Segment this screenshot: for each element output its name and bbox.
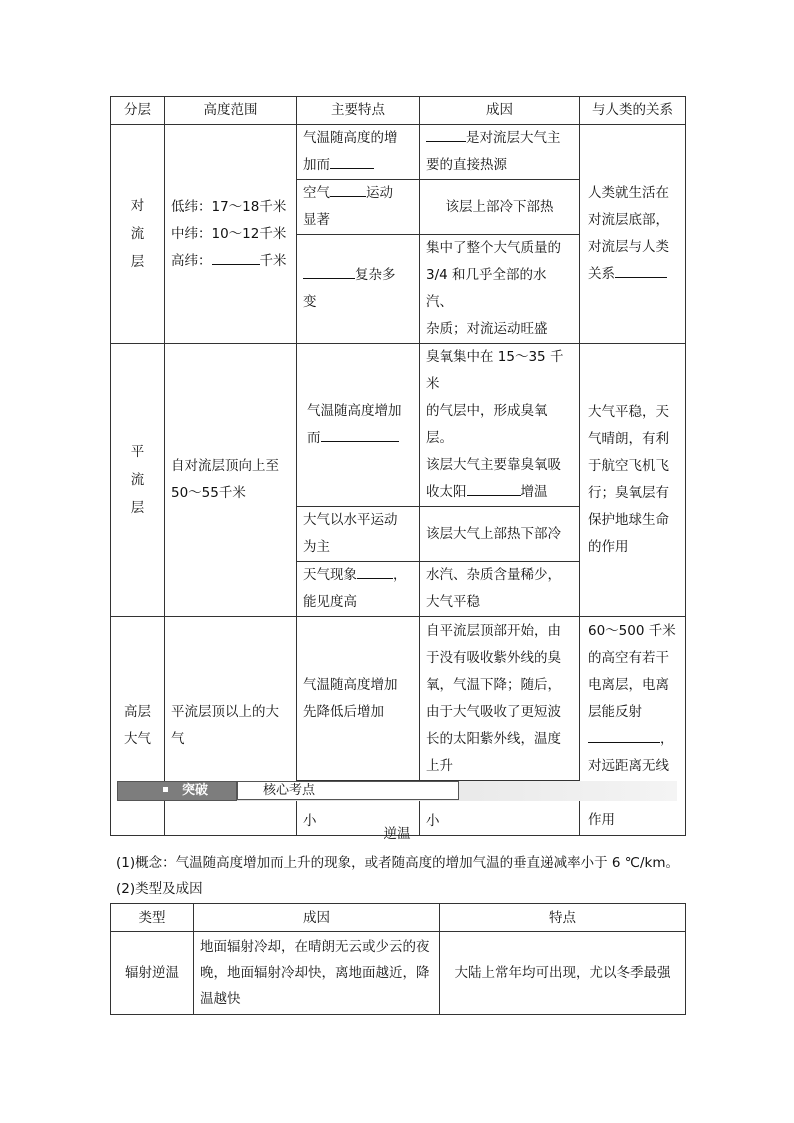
text-line: 大气平稳 <box>426 594 480 610</box>
text-line <box>303 562 413 589</box>
text-line: 层能反射 <box>588 704 642 720</box>
text-line <box>307 425 413 452</box>
text-span: 运动 <box>366 185 393 201</box>
cause-cell <box>420 617 580 781</box>
relation-cell <box>580 617 686 836</box>
text-line: 对远距离无线 <box>588 758 669 774</box>
text-line: 气 <box>171 731 185 747</box>
type-cell: 辐射逆温 <box>111 932 194 1015</box>
text-span: ， <box>393 567 407 583</box>
section-bar-dark-label: 突破 <box>182 783 209 798</box>
section-title: 逆温 <box>383 826 411 842</box>
text-line: 于航空飞机飞 <box>588 458 669 474</box>
text-line: 的高空有若干 <box>588 650 669 666</box>
text-line: 60～500 千米 <box>588 623 676 639</box>
text-span: 加而 <box>303 157 330 173</box>
fill-blank <box>303 265 355 280</box>
fill-blank <box>588 729 660 744</box>
feature-cell <box>297 617 420 781</box>
text-line: 大气以水平运动 <box>303 512 398 528</box>
header-cell: 成因 <box>194 904 440 932</box>
section-bar-light-label: 核心考点 <box>263 783 316 798</box>
fill-blank <box>426 128 466 143</box>
feature-cell <box>297 235 420 344</box>
feature-cell: 大陆上常年均可出现，尤以冬季最强 <box>440 932 686 1015</box>
text-line: 人类就生活在 <box>588 185 669 201</box>
text-line: 对流层与人类 <box>588 239 669 255</box>
cause-cell <box>194 932 440 1015</box>
text-line: 温越快 <box>200 991 241 1007</box>
text-line: 低纬：17～18千米 <box>171 198 287 215</box>
text-line: 对流层底部， <box>588 212 669 228</box>
text-span: 千米 <box>259 252 287 269</box>
header-cell: 特点 <box>440 904 686 932</box>
layer-name-upper <box>111 617 165 836</box>
fill-blank <box>321 428 399 443</box>
feature-cell <box>297 507 420 562</box>
text-span: 复杂多 <box>355 267 396 283</box>
text-line: 先降低后增加 <box>303 703 384 720</box>
text-line: 的作用 <box>588 539 629 555</box>
text-line: 气温随高度的增 <box>303 130 398 146</box>
fill-blank <box>330 155 374 170</box>
text-line: 作用 <box>588 812 615 828</box>
text-span: ， <box>660 731 674 747</box>
text-line <box>303 152 413 179</box>
text-line <box>426 125 573 152</box>
layer-name-troposphere <box>111 125 165 344</box>
inversion-types-table <box>110 903 686 1015</box>
text-line: 气温随高度增加 <box>303 676 398 693</box>
header-cell: 高度范围 <box>165 97 297 125</box>
feature-cell <box>297 125 420 180</box>
text-line: 大气平稳，天 <box>588 404 669 420</box>
section-bar <box>117 781 677 801</box>
text-line: 中纬：10～12千米 <box>171 225 287 242</box>
text-line: 电离层，电离 <box>588 677 669 693</box>
header-cell: 主要特点 <box>297 97 420 125</box>
relation-cell <box>580 125 686 344</box>
header-cell: 与人类的关系 <box>580 97 686 125</box>
section-bar-light <box>237 781 459 800</box>
text-line: 的气层中，形成臭氧层。 <box>426 403 548 446</box>
text-line <box>303 180 413 207</box>
section-bar-dark <box>117 781 237 801</box>
cause-cell: 该层上部冷下部热 <box>420 180 580 235</box>
fill-blank <box>467 482 521 497</box>
text-span: 是对流层大气主 <box>466 130 561 146</box>
text-line: 小 <box>426 813 440 829</box>
cause-cell: 该层大气上部热下部冷 <box>420 507 580 562</box>
text-line: 气温随高度增加 <box>307 403 402 419</box>
text-line: 显著 <box>303 212 330 228</box>
table-row <box>111 125 686 180</box>
text-span: 增温 <box>520 484 548 500</box>
text-span: 天气现象 <box>303 567 357 583</box>
layer-char: 平流层 <box>130 444 145 516</box>
text-span: 收太阳 <box>426 484 467 500</box>
feature-cell <box>297 344 420 507</box>
text-line: 于没有吸收紫外线的臭 <box>426 649 561 666</box>
text-line: 为主 <box>303 539 330 555</box>
text-line <box>303 262 413 289</box>
fill-blank <box>357 565 393 580</box>
text-line: 杂质；对流运动旺盛 <box>426 321 548 337</box>
height-range-upper <box>165 617 297 836</box>
text-line: 晚，地面辐射冷却快，离地面越近，降 <box>200 965 430 981</box>
relation-cell <box>580 344 686 617</box>
header-cell: 成因 <box>420 97 580 125</box>
text-line: 50～55千米 <box>171 485 246 501</box>
cause-cell <box>420 344 580 507</box>
text-line <box>426 479 573 506</box>
text-line: 要的直接热源 <box>426 157 507 173</box>
text-line: 地面辐射冷却，在晴朗无云或少云的夜 <box>200 939 430 955</box>
text-line <box>588 261 677 288</box>
paragraph-concept: (1)概念：气温随高度增加而上升的现象，或者随高度的增加气温的垂直递减率小于 6 ℃/km。 <box>116 855 679 871</box>
text-line: 臭氧集中在 15～35 千米 <box>426 349 564 392</box>
feature-cell <box>297 180 420 235</box>
text-line: 保护地球生命 <box>588 512 669 528</box>
text-line: 气晴朗，有利 <box>588 431 669 447</box>
table-row <box>111 932 686 1015</box>
text-span: 高纬： <box>171 252 212 269</box>
text-line: 水汽、杂质含量稀少， <box>426 567 561 583</box>
cause-cell <box>420 125 580 180</box>
text-line: 由于大气吸收了更短波 <box>426 703 561 720</box>
text-line <box>588 726 677 753</box>
table-header-row <box>111 97 686 125</box>
height-range-troposphere <box>165 125 297 344</box>
layer-char: 对流层 <box>130 198 145 270</box>
table-row <box>111 617 686 781</box>
header-cell: 分层 <box>111 97 165 125</box>
text-line <box>171 248 290 275</box>
text-line: 该层大气主要靠臭氧吸 <box>426 457 561 473</box>
fill-blank <box>212 250 260 265</box>
text-line: 长的太阳紫外线，温度 <box>426 730 561 747</box>
text-span: 而 <box>307 430 321 446</box>
text-line: 行；臭氧层有 <box>588 485 669 501</box>
text-line: 自对流层顶向上至 <box>171 458 279 474</box>
text-line: 变 <box>303 294 317 310</box>
table-header-row <box>111 904 686 932</box>
fill-blank <box>615 264 667 279</box>
text-line: 大气 <box>124 731 151 747</box>
cause-cell <box>420 562 580 617</box>
text-line: 3/4 和几乎全部的水汽、 <box>426 267 547 310</box>
text-line: 高层 <box>124 704 151 720</box>
text-line: 能见度高 <box>303 594 357 610</box>
text-line: 集中了整个大气质量的 <box>426 240 561 256</box>
text-line: 平流层顶以上的大 <box>171 704 279 720</box>
paragraph-types: (2)类型及成因 <box>116 881 203 897</box>
layer-name-stratosphere <box>111 344 165 617</box>
text-span: 关系 <box>588 266 615 282</box>
table-row <box>111 344 686 507</box>
feature-cell <box>297 562 420 617</box>
text-line: 氧，气温下降；随后， <box>426 676 561 693</box>
fill-blank <box>330 183 366 198</box>
text-line: 小 <box>303 813 317 829</box>
text-line: 上升 <box>426 757 453 774</box>
header-cell: 类型 <box>111 904 194 932</box>
cause-cell <box>420 235 580 344</box>
text-line: 自平流层顶部开始，由 <box>426 622 561 639</box>
text-span: 空气 <box>303 185 330 201</box>
height-range-stratosphere <box>165 344 297 617</box>
atmosphere-layers-table <box>110 96 686 836</box>
square-bullet-icon <box>163 787 168 792</box>
